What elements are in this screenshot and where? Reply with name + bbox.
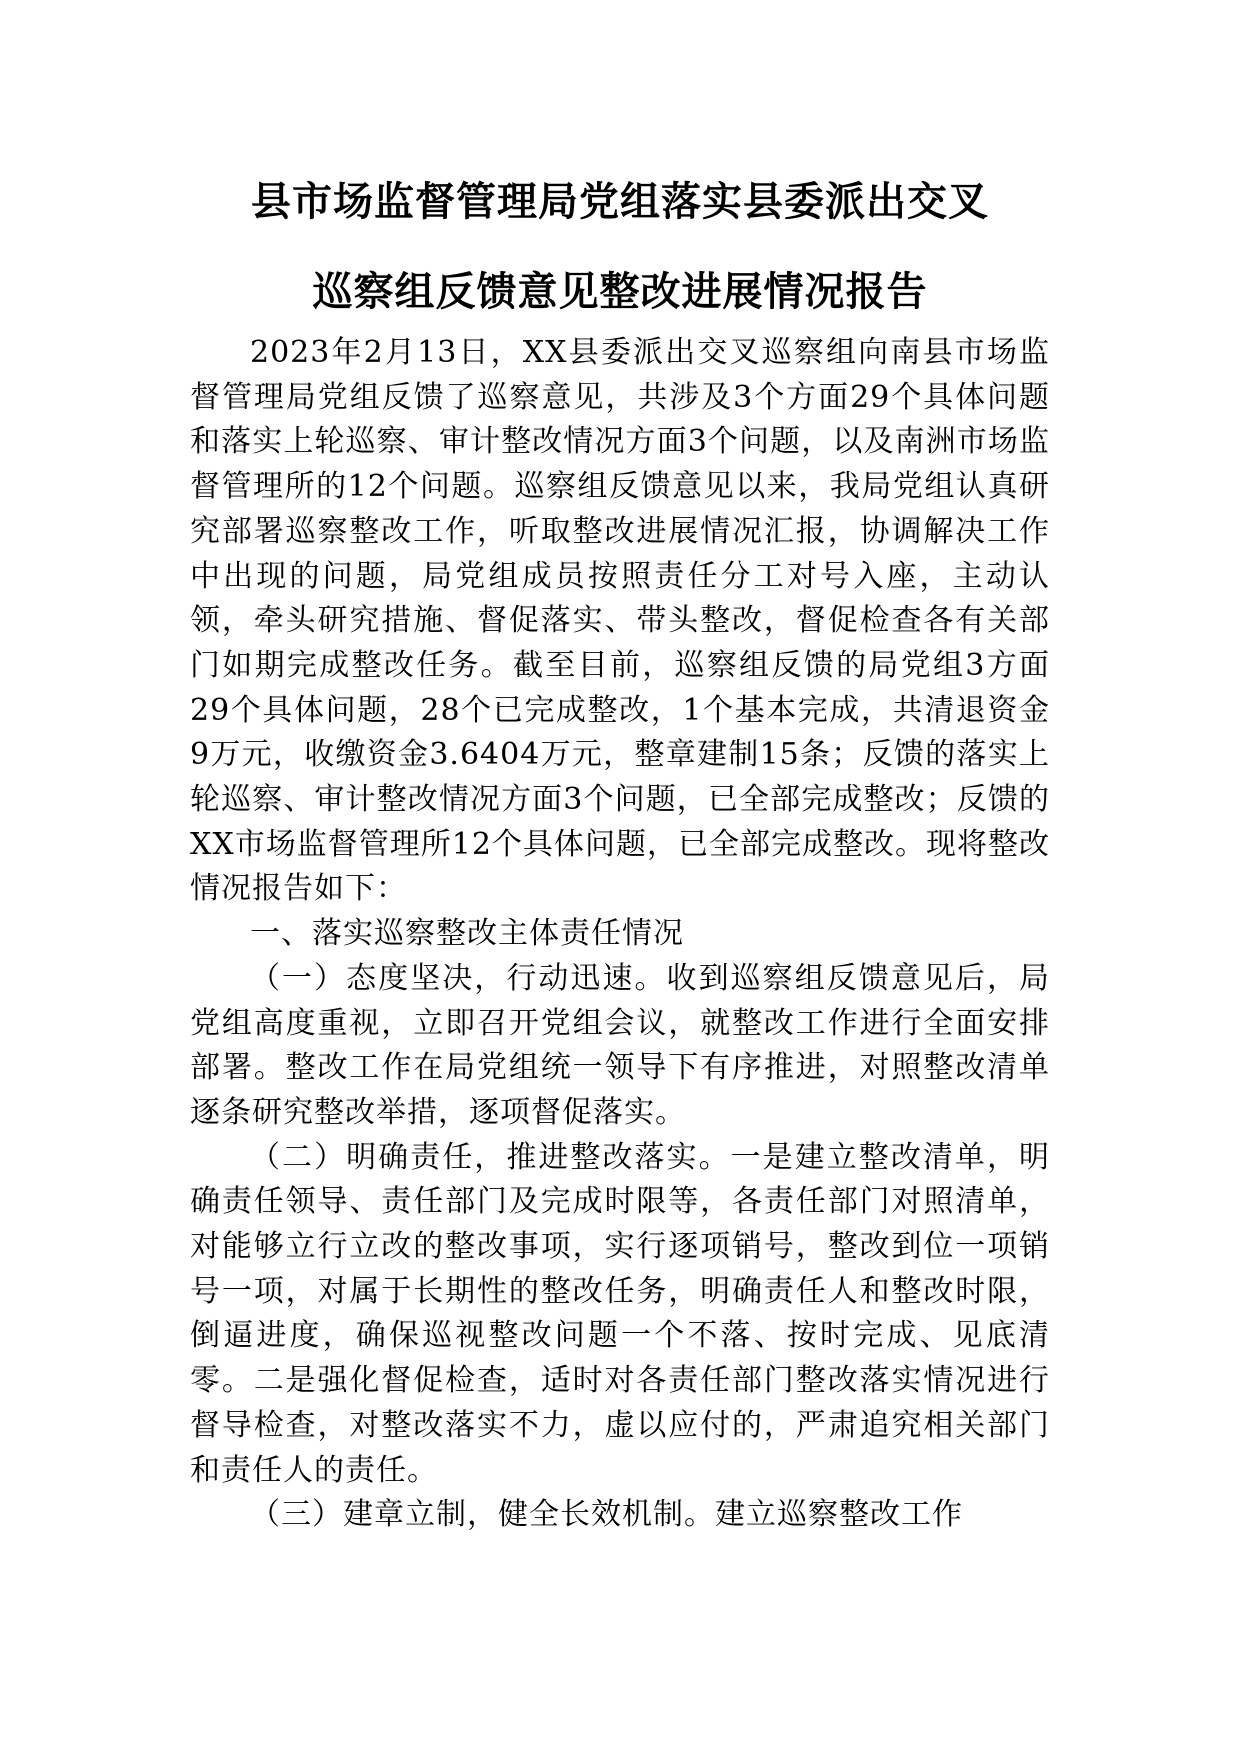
document-title-line-1: 县市场监督管理局党组落实县委派出交叉 [251, 179, 989, 225]
document-title-line-2: 巡察组反馈意见整改进展情况报告 [312, 269, 928, 315]
paragraph-item-1: （一）态度坚决，行动迅速。收到巡察组反馈意见后，局党组高度重视，立即召开党组会议，就整改工作进行全面安排部署。整改工作在局党组统一领导下有序推进，对照整改清单逐条研究整改举措，逐项督促落实。 [190, 960, 1050, 1130]
paragraph-intro: 2023年2月13日，XX县委派出交叉巡察组向南县市场监督管理局党组反馈了巡察意见，共涉及3个方面29个具体问题和落实上轮巡察、审计整改情况方面3个问题，以及南洲市场监督管理所的12个问题。巡察组反馈意见以来，我局党组认真研究部署巡察整改工作，听取整改进展情况汇报，协调解决工作中出现的问题，局党组成员按照责任分工对号入座，主动认领，牵头研究措施、督促落实、带头整改，督促检查各有关部门如期完成整改任务。截至目前，巡察组反馈的局党组3方面29个具体问题，28个已完成整改，1个基本完成，共清退资金9万元，收缴资金3.6404万元，整章建制15条；反馈的落实上轮巡察、审计整改情况方面3个问题，已全部完成整改；反馈的XX市场监督管理所12个具体问题，已全部完成整改。现将整改情况报告如下： [190, 335, 1050, 907]
section-heading-1: 一、落实巡察整改主体责任情况 [250, 916, 684, 952]
paragraph-item-2: （二）明确责任，推进整改落实。一是建立整改清单，明确责任领导、责任部门及完成时限等，各责任部门对照清单，对能够立行立改的整改事项，实行逐项销号，整改到位一项销号一项，对属于长期性的整改任务，明确责任人和整改时限，倒逼进度，确保巡视整改问题一个不落、按时完成、见底清零。二是强化督促检查，适时对各责任部门整改落实情况进行督导检查，对整改落实不力，虚以应付的，严肃追究相关部门和责任人的责任。 [190, 1139, 1050, 1488]
paragraph-item-3: （三）建章立制，健全长效机制。建立巡察整改工作 [250, 1497, 963, 1533]
document-body [190, 331, 1050, 1538]
